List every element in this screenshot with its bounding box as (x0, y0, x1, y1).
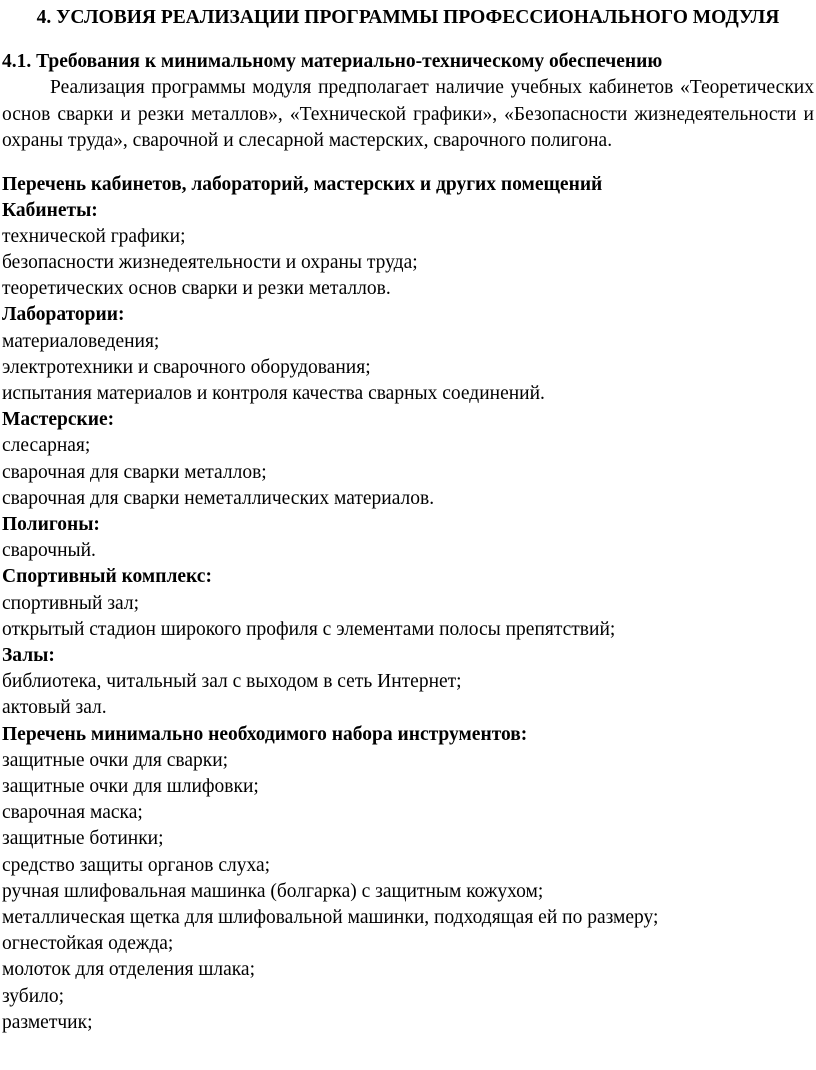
list-group-label: Мастерские: (2, 409, 115, 431)
list-item: сварочная для сварки неметаллических материалов. (2, 487, 435, 509)
list-group (2, 302, 814, 407)
list-group (2, 564, 814, 643)
document-page (0, 4, 816, 1070)
list-item: разметчик; (2, 1011, 93, 1033)
list-group (2, 407, 814, 512)
list-group (2, 512, 814, 564)
list-item: спортивный зал; (2, 592, 140, 614)
list-item: сварочная для сварки металлов; (2, 461, 267, 483)
list-group (2, 198, 814, 303)
list-item: молоток для отделения шлака; (2, 959, 256, 981)
list-group (2, 643, 814, 722)
list-group-label: Полигоны: (2, 513, 100, 535)
list-item: средство защиты органов слуха; (2, 854, 271, 876)
list-group-label: Спортивный комплекс: (2, 566, 212, 588)
document-title: 4. УСЛОВИЯ РЕАЛИЗАЦИИ ПРОГРАММЫ ПРОФЕССИОНАЛЬНОГО МОДУЛЯ (36, 7, 780, 28)
list-item: теоретических основ сварки и резки металлов. (2, 278, 391, 300)
list-item: защитные очки для шлифовки; (2, 775, 259, 797)
list-item: сварочный. (2, 540, 96, 562)
section-intro-paragraph: Реализация программы модуля предполагает наличие учебных кабинетов «Теоретических основ сварки и резки металлов», «Технической графики», «Безопасности жизнедеятельности и охраны труда», сварочной и слесарной мастерских, сварочного полигона. (2, 77, 814, 151)
list-item: ручная шлифовальная машинка (болгарка) с защитным кожухом; (2, 880, 544, 902)
list-item: огнестойкая одежда; (2, 933, 174, 955)
list-group-label: Лаборатории: (2, 304, 125, 326)
list-group (2, 722, 814, 1036)
list-item: металлическая щетка для шлифовальной машинки, подходящая ей по размеру; (2, 906, 659, 928)
list-item: защитные ботинки; (2, 828, 164, 850)
list-item: библиотека, читальный зал с выходом в сеть Интернет; (2, 671, 462, 693)
list-item: электротехники и сварочного оборудования; (2, 356, 371, 378)
list-item: технической графики; (2, 225, 186, 247)
list-item: слесарная; (2, 435, 91, 457)
section-heading: 4.1. Требования к минимальному материально-техническому обеспечению (2, 51, 663, 72)
list-item: безопасности жизнедеятельности и охраны труда; (2, 251, 418, 273)
rooms-list-heading: Перечень кабинетов, лабораторий, мастерских и других помещений (2, 173, 603, 195)
list-item: материаловедения; (2, 330, 160, 352)
list-group-label: Кабинеты: (2, 199, 98, 221)
list-item: открытый стадион широкого профиля с элементами полосы препятствий; (2, 618, 616, 640)
list-group-label: Перечень минимально необходимого набора инструментов: (2, 723, 528, 745)
list-item: сварочная маска; (2, 802, 143, 824)
list-item: испытания материалов и контроля качества сварных соединений. (2, 382, 545, 404)
list-item: актовый зал. (2, 697, 107, 719)
list-group-label: Залы: (2, 644, 55, 666)
rooms-and-tools-lists (2, 198, 814, 1037)
list-item: защитные очки для сварки; (2, 749, 229, 771)
list-item: зубило; (2, 985, 65, 1007)
